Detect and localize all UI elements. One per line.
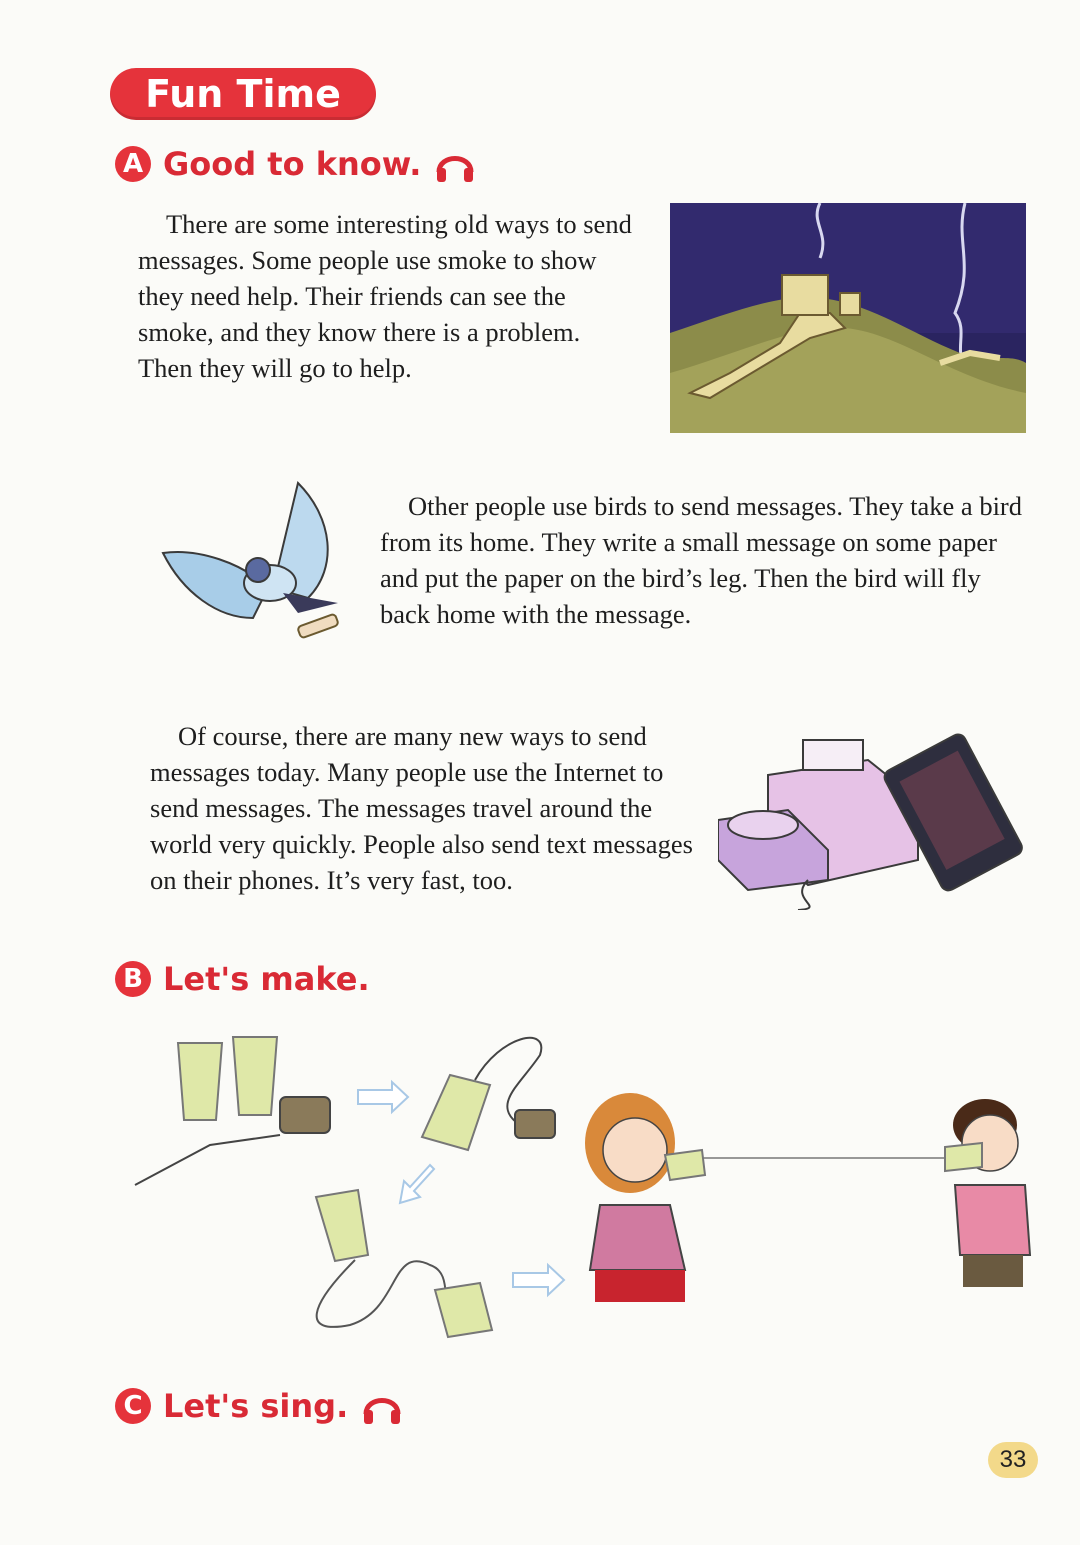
headphones-icon[interactable] (360, 1384, 404, 1428)
page-number: 33 (988, 1442, 1038, 1478)
section-a-heading (115, 142, 477, 186)
headphones-icon[interactable] (433, 142, 477, 186)
section-a-letter: A (115, 146, 151, 182)
section-b-letter: B (115, 961, 151, 997)
paragraph-internet: Of course, there are many new ways to send messages today. Many people use the Internet to send messages. The messages travel around the world very quickly. People also send text messages on their phones. It’s very fast, too. (150, 721, 693, 895)
section-c-letter: C (115, 1388, 151, 1424)
section-c-title: Let's sing. (163, 1387, 349, 1425)
section-b-heading (115, 960, 370, 998)
great-wall-illustration (670, 203, 1026, 433)
section-c-heading (115, 1384, 404, 1428)
string-telephone-illustration (130, 1025, 1045, 1345)
paragraph-birds: Other people use birds to send messages. They take a bird from its home. They write a small message on some paper and put the paper on the bird’s leg. Then the bird will fly back home with the message. (380, 491, 1023, 629)
section-b-title: Let's make. (163, 960, 370, 998)
paragraph-smoke: There are some interesting old ways to send messages. Some people use smoke to show they need help. Their friends can see the smoke, and they know there is a problem. Then they will go to help. (138, 209, 632, 383)
fun-time-banner: Fun Time (110, 68, 376, 120)
fax-and-phone-illustration (718, 730, 1030, 910)
section-a-title: Good to know. (163, 145, 422, 183)
pigeon-illustration (158, 478, 350, 654)
